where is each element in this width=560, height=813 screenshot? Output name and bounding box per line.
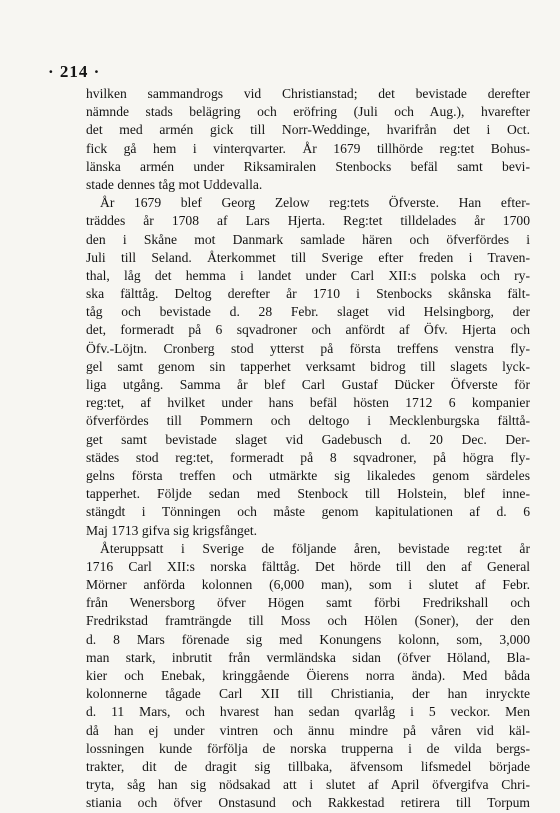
text-line: den i Skåne mot Danmark samlade hären och öfverfördes i [86, 231, 530, 247]
text-line: d. 8 Mars förenade sig med Konungens kolonn, som, 3,000 [86, 631, 530, 647]
text-line: get samt bevistade slaget vid Gadebusch d. 20 Dec. Der- [86, 431, 530, 447]
text-line: reg:tet, af hvilket under hans befäl hösten 1712 6 kompanier [86, 395, 530, 411]
text-line: kolonnerne tågade Carl XII till Christiania, der han inryckte [86, 686, 530, 702]
text-line: thal, låg det hemma i landet under Carl XII:s polska och ry- [86, 267, 530, 283]
text-line: kier och Enebak, kringgående Öierens norra ända). Med båda [86, 668, 530, 683]
text-line: gel samt genom sin tapperhet verksamt bidrog till slagets lyck- [86, 358, 530, 374]
text-line: hvilken sammandrogs vid Christianstad; det bevistade derefter [86, 86, 530, 101]
text-line: då han ej under vintren och ännu mindre på våren vid käl- [86, 722, 530, 738]
text-line: gelns första treffen och utmärkte sig likaledes genom särdeles [86, 467, 530, 483]
text-line: man stark, inbrutit från vermländska sidan (öfver Höland, Bla- [86, 649, 530, 665]
text-line: stade dennes tåg mot Uddevalla. [86, 176, 263, 192]
text-line: Återuppsatt i Sverige de följande åren, bevistade reg:tet år [100, 540, 530, 556]
text-line: d. 11 Mars, och hvarest han sedan qvarlåg i 5 veckor. Men [86, 704, 530, 720]
text-line: tapperhet. Följde sedan med Stenbock till Holstein, blef inne- [86, 486, 530, 502]
page-number: · 214 · [48, 62, 101, 81]
text-line: öfverfördes till Pommern och deltogo i Mecklenburgska fälttå- [86, 413, 530, 429]
text-line: 1716 Carl XII:s norska fälttåg. Det hörde till den af General [86, 558, 530, 574]
body-text [86, 85, 530, 813]
text-line: Maj 1713 gifva sig krigsfånget. [86, 522, 258, 538]
text-line: lossningen kunde förfölja de norska trupperna i de vilda bergs- [86, 740, 530, 756]
text-line: liga utgång. Samma år blef Carl Gustaf Dücker Öfverste för [86, 377, 530, 392]
text-line: Öfv.-Löjtn. Cronberg stod ytterst på första treffens venstra fly- [86, 340, 530, 356]
text-line: År 1679 blef Georg Zelow reg:tets Öfverste. Han efter- [100, 195, 530, 211]
text-line: länska armén under Riksamiralen Stenbocks befäl samt bevi- [86, 158, 530, 174]
text-line: nämnde stads belägring och eröfring (Juli och Aug.), hvarefter [86, 104, 530, 120]
text-line: ska fälttåg. Deltog derefter år 1710 i Stenbocks skånska fält- [86, 286, 530, 302]
text-line: trakter, dit de dragit sig tillbaka, äfvensom lifsmedel började [86, 758, 530, 774]
text-line: träddes år 1708 af Lars Hjerta. Reg:tet tilldelades år 1700 [86, 213, 530, 229]
text-line: fick gå hem i vinterqvarter. År 1679 tillhörde reg:tet Bohus- [86, 140, 530, 156]
text-line: Juli till Seland. Återkommet till Sverige efter freden i Traven- [86, 249, 530, 265]
text-line: Mörner anförda kolonnen (6,000 man), som i slutet af Febr. [86, 577, 530, 593]
text-line: tåg och bevistade d. 28 Febr. slaget vid Helsingborg, der [86, 304, 530, 320]
text-line: det med armén gick till Norr-Weddinge, hvarifrån det i Oct. [86, 122, 530, 138]
text-line: Fredrikstad framträngde till Moss och Hölen (Soner), der den [86, 613, 530, 629]
text-line: stiania och öfver Onstasund och Rakkestad retirera till Torpum [86, 795, 530, 811]
text-line: stängdt i Tönningen och måste genom kapitulationen af d. 6 [86, 504, 530, 520]
text-line: från Wenersborg öfver Högen samt förbi Fredrikshall och [86, 595, 530, 611]
text-line: det, formeradt på 6 sqvadroner och anfördt af Öfv. Hjerta och [86, 322, 530, 338]
text-line: städes stod reg:tet, formeradt på 8 sqvadroner, på högra fly- [86, 449, 530, 465]
text-line: tryta, såg han sig nödsakad att i slutet af April öfvergifva Chri- [86, 777, 530, 793]
